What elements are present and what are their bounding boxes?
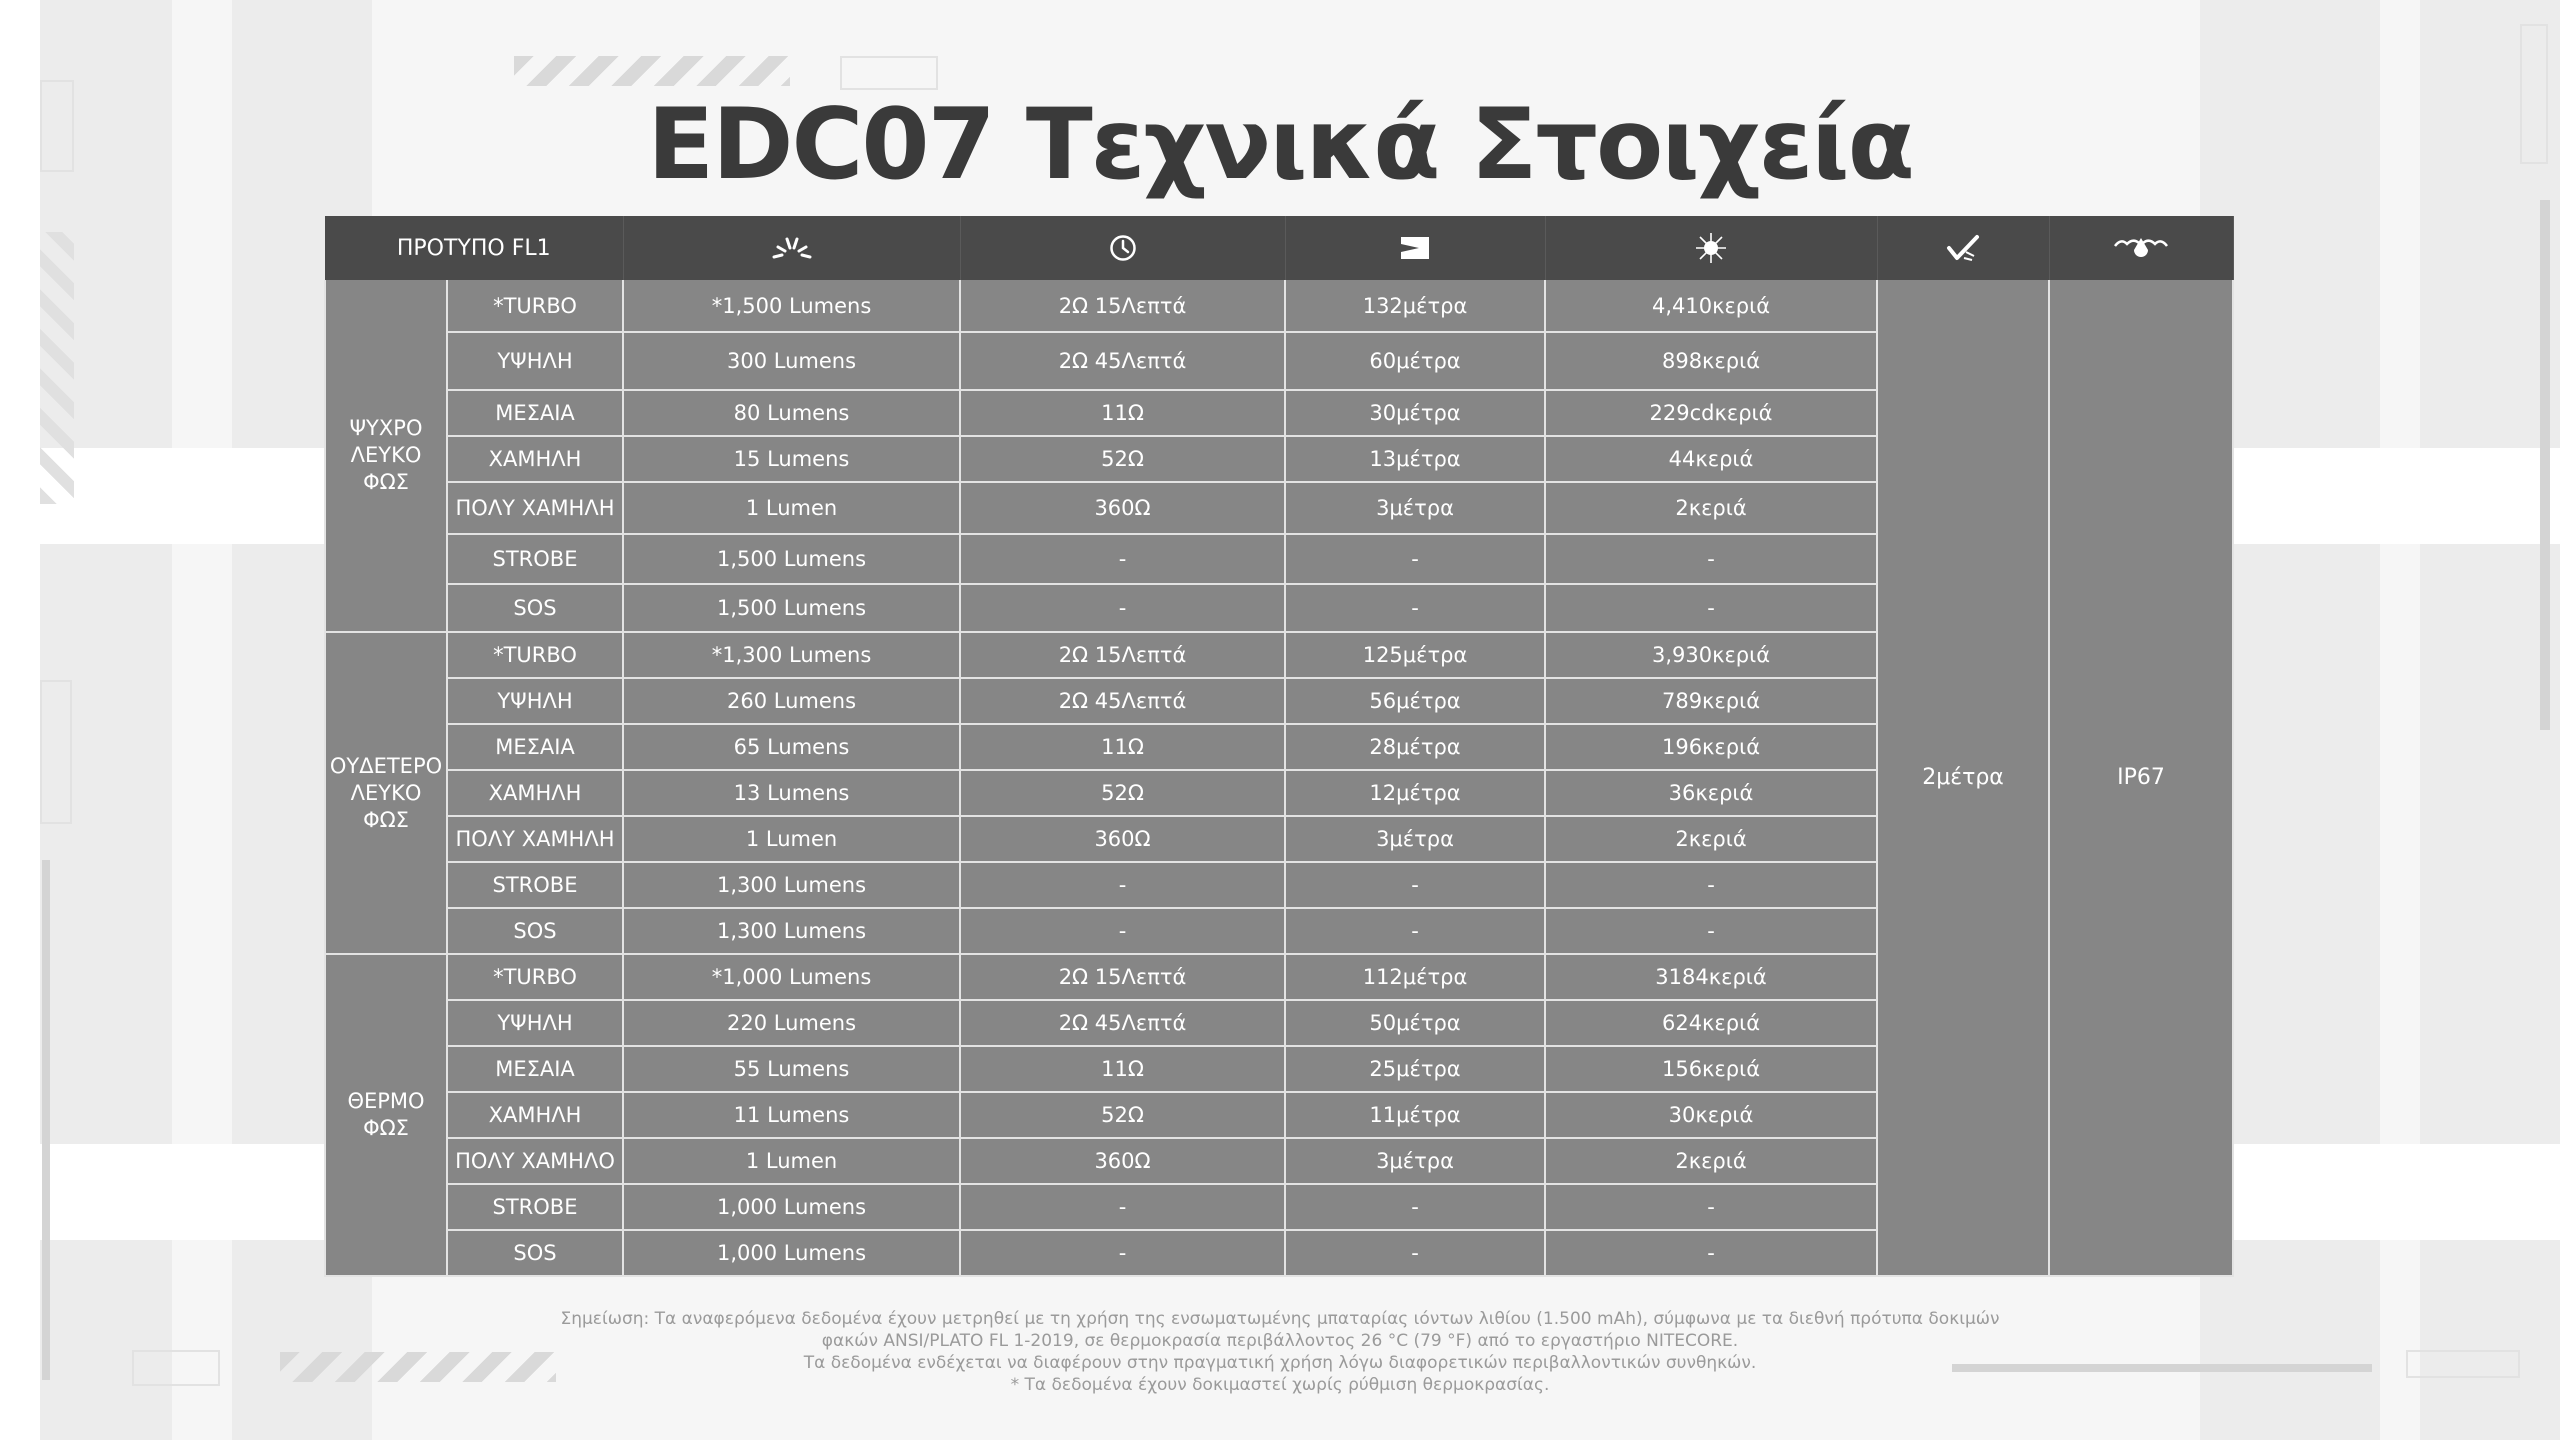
cell-distance: - <box>1285 1184 1545 1230</box>
cell-output: 1,300 Lumens <box>623 862 960 908</box>
cell-distance: 3μέτρα <box>1285 816 1545 862</box>
brightness-icon <box>770 235 814 261</box>
cell-output: 11 Lumens <box>623 1092 960 1138</box>
cell-distance: 11μέτρα <box>1285 1092 1545 1138</box>
cell-runtime: - <box>960 584 1285 632</box>
cell-mode: SOS <box>447 908 623 954</box>
cell-runtime: - <box>960 862 1285 908</box>
cell-runtime: 11Ω <box>960 1046 1285 1092</box>
cell-mode: ΠΟΛΥ ΧΑΜΗΛΟ <box>447 1138 623 1184</box>
cell-distance: 12μέτρα <box>1285 770 1545 816</box>
cell-intensity: - <box>1545 1230 1877 1276</box>
cell-runtime: 360Ω <box>960 482 1285 534</box>
cell-mode: ΜΕΣΑΙΑ <box>447 724 623 770</box>
cell-output: 55 Lumens <box>623 1046 960 1092</box>
cell-intensity: - <box>1545 584 1877 632</box>
footnotes <box>0 1308 2560 1396</box>
group-label: ΘΕΡΜΟ ΦΩΣ <box>325 954 447 1276</box>
group-label: ΨΥΧΡΟ ΛΕΥΚΟ ΦΩΣ <box>325 280 447 632</box>
cell-intensity: - <box>1545 908 1877 954</box>
cell-intensity: - <box>1545 862 1877 908</box>
table-header-row <box>325 216 2233 280</box>
header-impact <box>1877 216 2049 280</box>
header-runtime <box>960 216 1285 280</box>
cell-output: 1 Lumen <box>623 482 960 534</box>
cell-intensity: - <box>1545 1184 1877 1230</box>
cell-intensity: 36κεριά <box>1545 770 1877 816</box>
cell-mode: STROBE <box>447 534 623 584</box>
cell-mode: ΜΕΣΑΙΑ <box>447 390 623 436</box>
cell-runtime: 2Ω 45Λεπτά <box>960 678 1285 724</box>
cell-intensity: 3184κεριά <box>1545 954 1877 1000</box>
header-model: ΠΡΟΤΥΠΟ FL1 <box>325 216 623 280</box>
cell-intensity: 3,930κεριά <box>1545 632 1877 678</box>
cell-output: 1 Lumen <box>623 816 960 862</box>
cell-output: 260 Lumens <box>623 678 960 724</box>
cell-distance: 13μέτρα <box>1285 436 1545 482</box>
header-distance <box>1285 216 1545 280</box>
bracket-decoration-4 <box>40 680 72 824</box>
spec-table <box>324 216 2234 1277</box>
side-bar-left <box>42 860 50 1380</box>
cell-output: 1,500 Lumens <box>623 534 960 584</box>
cell-runtime: - <box>960 1230 1285 1276</box>
cell-runtime: 52Ω <box>960 436 1285 482</box>
cell-output: *1,500 Lumens <box>623 280 960 332</box>
cell-intensity: - <box>1545 534 1877 584</box>
cell-output: 1,300 Lumens <box>623 908 960 954</box>
cell-mode: SOS <box>447 584 623 632</box>
cell-distance: - <box>1285 584 1545 632</box>
cell-runtime: 360Ω <box>960 816 1285 862</box>
cell-distance: 56μέτρα <box>1285 678 1545 724</box>
cell-intensity: 30κεριά <box>1545 1092 1877 1138</box>
cell-distance: 3μέτρα <box>1285 482 1545 534</box>
cell-output: 13 Lumens <box>623 770 960 816</box>
cell-output: *1,300 Lumens <box>623 632 960 678</box>
cell-output: 1,500 Lumens <box>623 584 960 632</box>
cell-mode: ΧΑΜΗΛΗ <box>447 1092 623 1138</box>
cell-distance: 25μέτρα <box>1285 1046 1545 1092</box>
cell-runtime: 11Ω <box>960 724 1285 770</box>
footnote-line: Σημείωση: Τα αναφερόμενα δεδομένα έχουν μετρηθεί με τη χρήση της ενσωματωμένης μπαταρίας ιόντων λιθίου (1.500 mAh), σύμφωνα με τα διεθνή πρότυπα δοκιμών <box>560 1309 2000 1329</box>
cell-runtime: 52Ω <box>960 1092 1285 1138</box>
bracket-decoration-1 <box>840 56 938 90</box>
header-intensity <box>1545 216 1877 280</box>
page-title: EDC07 Τεχνικά Στοιχεία <box>647 88 1913 202</box>
cell-runtime: 2Ω 45Λεπτά <box>960 1000 1285 1046</box>
cell-distance: - <box>1285 862 1545 908</box>
cell-mode: ΠΟΛΥ ΧΑΜΗΛΗ <box>447 482 623 534</box>
cell-intensity: 44κεριά <box>1545 436 1877 482</box>
cell-output: 1 Lumen <box>623 1138 960 1184</box>
intensity-icon <box>1694 231 1728 265</box>
cell-output: 300 Lumens <box>623 332 960 390</box>
footnote-line: φακών ANSI/PLATO FL 1-2019, σε θερμοκρασία περιβάλλοντος 26 °C (79 °F) από το εργαστήριο NITECORE. <box>821 1331 1739 1351</box>
cell-runtime: 360Ω <box>960 1138 1285 1184</box>
cell-distance: - <box>1285 908 1545 954</box>
beam-distance-icon <box>1399 235 1431 261</box>
cell-runtime: 2Ω 15Λεπτά <box>960 280 1285 332</box>
cell-intensity: 2κεριά <box>1545 1138 1877 1184</box>
cell-distance: 28μέτρα <box>1285 724 1545 770</box>
side-bar-right <box>2540 200 2550 730</box>
cell-intensity: 4,410κεριά <box>1545 280 1877 332</box>
header-waterproof <box>2049 216 2233 280</box>
cell-output: 80 Lumens <box>623 390 960 436</box>
cell-distance: 3μέτρα <box>1285 1138 1545 1184</box>
cell-distance: 30μέτρα <box>1285 390 1545 436</box>
cell-distance: 125μέτρα <box>1285 632 1545 678</box>
footnote-line: Τα δεδομένα ενδέχεται να διαφέρουν στην πραγματική χρήση λόγω διαφορετικών περιβαλλοντικών συνθηκών. <box>803 1353 1757 1373</box>
header-brightness <box>623 216 960 280</box>
impact-resistance-icon <box>1946 234 1980 262</box>
cell-distance: 112μέτρα <box>1285 954 1545 1000</box>
cell-mode: *TURBO <box>447 632 623 678</box>
waterproof-icon <box>2113 234 2169 262</box>
cell-intensity: 196κεριά <box>1545 724 1877 770</box>
cell-impact-resistance: 2μέτρα <box>1877 280 2049 1276</box>
cell-output: 15 Lumens <box>623 436 960 482</box>
cell-output: 1,000 Lumens <box>623 1184 960 1230</box>
cell-runtime: - <box>960 908 1285 954</box>
group-label: ΟΥΔΕΤΕΡΟ ΛΕΥΚΟ ΦΩΣ <box>325 632 447 954</box>
cell-intensity: 2κεριά <box>1545 816 1877 862</box>
cell-runtime: 2Ω 15Λεπτά <box>960 632 1285 678</box>
cell-runtime: - <box>960 534 1285 584</box>
cell-mode: ΧΑΜΗΛΗ <box>447 770 623 816</box>
cell-distance: 60μέτρα <box>1285 332 1545 390</box>
cell-intensity: 229cdκεριά <box>1545 390 1877 436</box>
table-row <box>325 280 2233 332</box>
cell-mode: ΥΨΗΛΗ <box>447 678 623 724</box>
cell-mode: ΧΑΜΗΛΗ <box>447 436 623 482</box>
cell-output: *1,000 Lumens <box>623 954 960 1000</box>
cell-distance: 50μέτρα <box>1285 1000 1545 1046</box>
cell-runtime: 11Ω <box>960 390 1285 436</box>
cell-distance: - <box>1285 534 1545 584</box>
cell-distance: - <box>1285 1230 1545 1276</box>
cell-output: 1,000 Lumens <box>623 1230 960 1276</box>
cell-runtime: 2Ω 15Λεπτά <box>960 954 1285 1000</box>
cell-mode: ΥΨΗΛΗ <box>447 332 623 390</box>
cell-runtime: 52Ω <box>960 770 1285 816</box>
cell-distance: 132μέτρα <box>1285 280 1545 332</box>
cell-mode: ΜΕΣΑΙΑ <box>447 1046 623 1092</box>
cell-mode: ΠΟΛΥ ΧΑΜΗΛΗ <box>447 816 623 862</box>
cell-waterproof-rating: IP67 <box>2049 280 2233 1276</box>
footnote-line: * Τα δεδομένα έχουν δοκιμαστεί χωρίς ρύθμιση θερμοκρασίας. <box>1010 1375 1550 1395</box>
hatch-decoration-top <box>514 56 790 86</box>
cell-intensity: 156κεριά <box>1545 1046 1877 1092</box>
cell-mode: ΥΨΗΛΗ <box>447 1000 623 1046</box>
cell-intensity: 624κεριά <box>1545 1000 1877 1046</box>
cell-output: 65 Lumens <box>623 724 960 770</box>
hatch-decoration-left <box>40 232 74 504</box>
bg-band-3 <box>0 0 40 1440</box>
cell-mode: STROBE <box>447 1184 623 1230</box>
cell-output: 220 Lumens <box>623 1000 960 1046</box>
cell-intensity: 898κεριά <box>1545 332 1877 390</box>
cell-mode: SOS <box>447 1230 623 1276</box>
cell-intensity: 789κεριά <box>1545 678 1877 724</box>
cell-mode: *TURBO <box>447 954 623 1000</box>
cell-mode: *TURBO <box>447 280 623 332</box>
cell-mode: STROBE <box>447 862 623 908</box>
runtime-clock-icon <box>1109 234 1137 262</box>
cell-runtime: 2Ω 45Λεπτά <box>960 332 1285 390</box>
cell-runtime: - <box>960 1184 1285 1230</box>
cell-intensity: 2κεριά <box>1545 482 1877 534</box>
